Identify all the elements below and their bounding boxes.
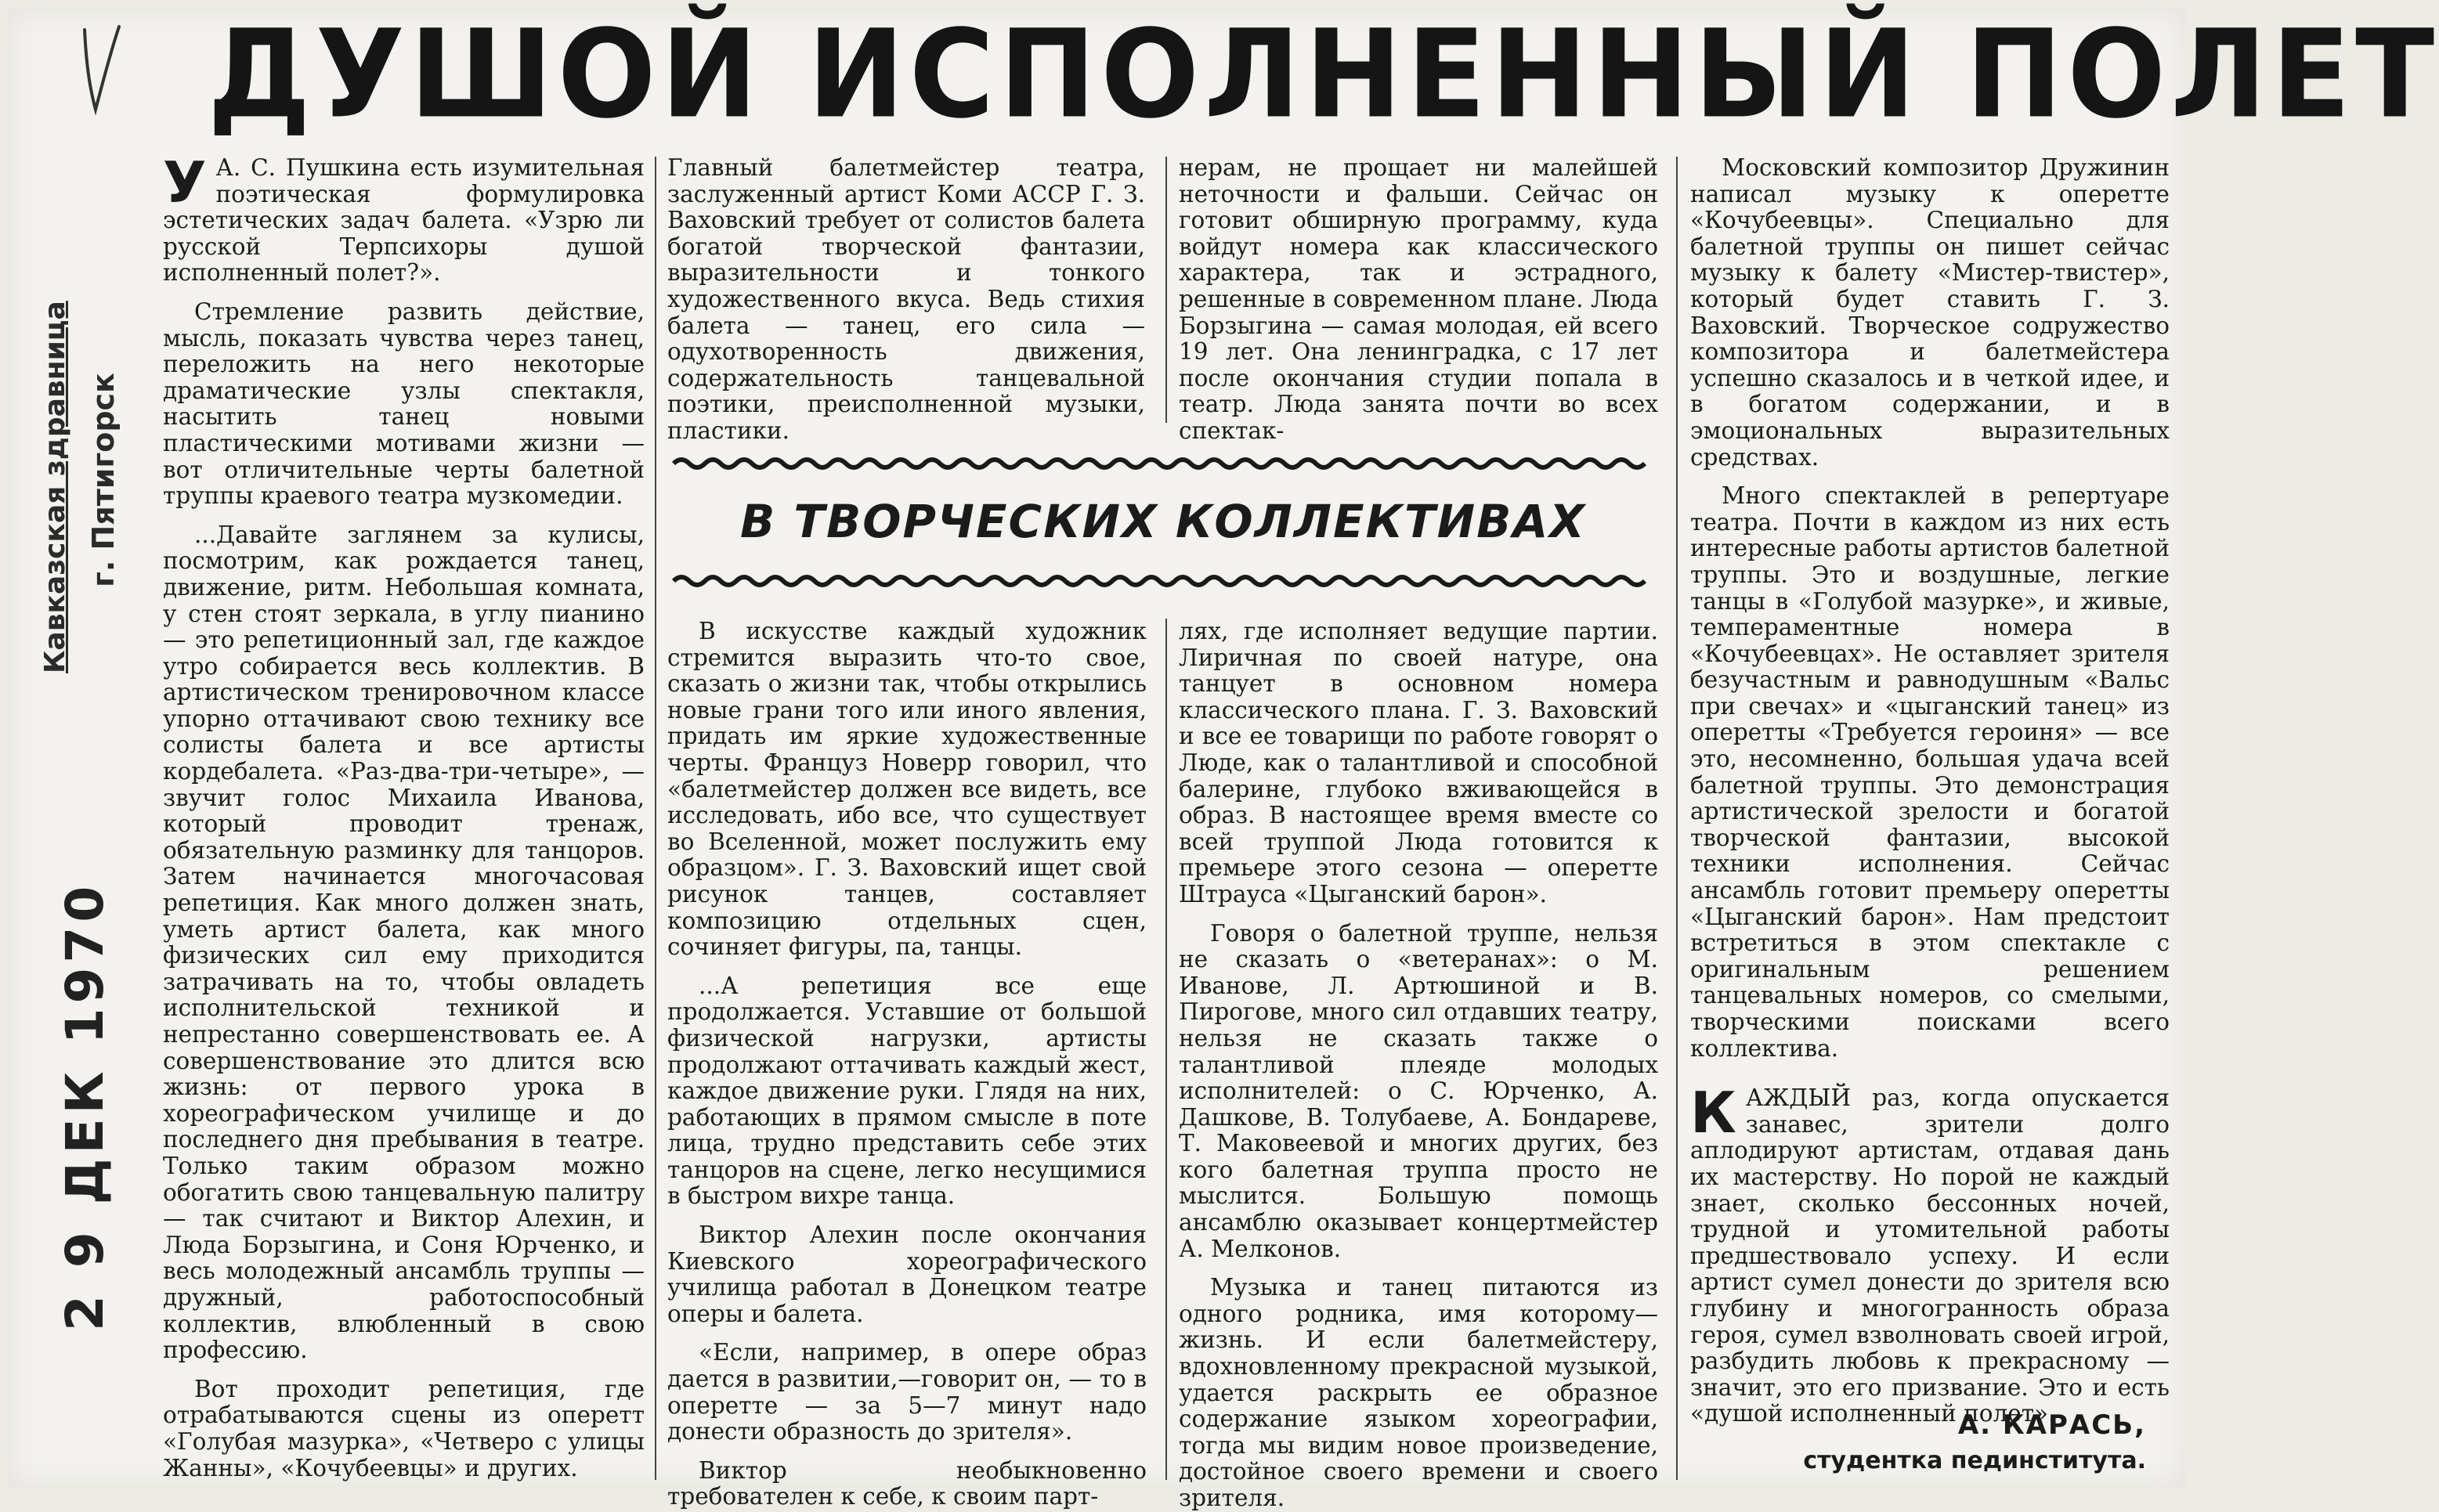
closing-paragraph: К АЖДЫЙ раз, когда опускается занавес, зрители долго аплодируют артистам, отдавая дань их мастерству. Но порой не каждый знает, сколько бессонных ночей, трудной и утомительной работы предшествовало успеху. И если артист сумел донести до зрителя всю глубину и многогранность образа героя, сумел взволновать своей игрой, разбудить любовь к прекрасному — значит, это его призвание. Это и есть «душой исполненный полет». — [1690, 1080, 2170, 1427]
column-divider — [1165, 157, 1167, 423]
column-2 — [667, 618, 1147, 1510]
newspaper-name-stamp: Кавказская здравница — [39, 301, 71, 673]
column-divider — [655, 157, 656, 1480]
rubric-title: В ТВОРЧЕСКИХ КОЛЛЕКТИВАХ — [740, 495, 1586, 548]
section-rubric — [674, 446, 1653, 611]
wavy-rule-bottom — [674, 572, 1653, 590]
drop-cap: К — [1690, 1080, 1736, 1146]
paragraph: Музыка и танец питаются из одного родника, имя которому—жизнь. И если балетмейстеру, вдохновленному прекрасной музыкой, удается раскрыть ее образное содержание языком хореографии, тогда мы видим новое произведение, достойное своего времени и своего зрителя. — [1179, 1274, 1658, 1511]
paragraph: ...Давайте заглянем за кулисы, посмотрим, как рождается танец, движение, ритм. Небольшая комната, у стен стоят зеркала, в углу пианино — это репетиционный зал, где каждое утро собирается весь коллектив. В артистическом тренировочном классе упорно оттачивают свою технику все солисты балета и все артисты кордебалета. «Раз-два-три-четыре», — звучит голос Михаила Иванова, который проводит тренаж, обязательную разминку для танцоров. Затем начинается многочасовая репетиция. Как много должен знать, уметь артист балета, как много физических сил ему приходится затрачивать на то, чтобы овладеть исполнительской техникой и непрестанно совершенствовать ее. А совершенствование это длится всю жизнь: от первого урока в хореографическом училище и до последнего дня пребывания в театре. Только таким образом можно обогатить свою танцевальную палитру — так считают и Виктор Алехин, и Люда Борзыгина, и Соня Юрченко, и весь молодежный ансамбль труппы — дружный, работоспособный коллектив, влюбленный в свою профессию. — [163, 521, 645, 1364]
column-3-top — [1179, 154, 1658, 444]
paragraph: Московский композитор Дружинин написал музыку к оперетте «Кочубеевцы». Специально для балетной труппы он пишет сейчас музыку к балету «Мистер-твистер», который будет ставить Г. З. Ваховский. Творческое содружество композитора и балетмейстера успешно сказалось и в четкой идее, и в богатом содержании, и в эмоциональных выразительных средствах. — [1690, 154, 2170, 471]
date-stamp: 2 9 ДЕК 1970 — [55, 881, 115, 1331]
column-1 — [163, 150, 645, 1486]
paragraph: Говоря о балетной труппе, нельзя не сказать о «ветеранах»: о М. Иванове, Л. Артюшиной и В. Пирогове, много сил отдавших театру, нельзя не сказать также о талантливой плеяде молодых исполнителей: о С. Юрченко, А. Дашкове, В. Толубаеве, А. Бондареве, Т. Маковеевой и многих других, без кого балетная труппа просто не мыслится. Большую помощь ансамблю оказывает концертмейстер А. Мелконов. — [1179, 919, 1658, 1262]
paragraph: Главный балетмейстер театра, заслуженный артист Коми АССР Г. З. Ваховский требует от солистов балета богатой творческой фантазии, выразительности и тонкого художественного вкуса. Ведь стихия балета — танец, его сила — одухотворенность движения, содержательность танцевальной поэтики, преисполненной музыки, пластики. — [667, 154, 1145, 444]
article-headline: ДУШОЙ ИСПОЛНЕННЫЙ ПОЛЕТ — [208, 3, 2439, 146]
paragraph: ...А репетиция все еще продолжается. Уставшие от большой физической нагрузки, артисты продолжают оттачивать каждый жест, каждое движение руки. Глядя на них, работающих в прямом смысле в поте лица, трудно представить себе этих танцоров на сцене, легко несущимися в быстром вихре танца. — [667, 972, 1147, 1210]
city-stamp: г. Пятигорск — [86, 373, 121, 587]
paragraph: нерам, не прощает ни малейшей неточности и фальши. Сейчас он готовит обширную программу, куда войдут номера как классического характера, так и эстрадного, решенные в современном плане. Люда Борзыгина — самая молодая, ей всего 19 лет. Она ленинградка, с 17 лет после окончания студии попала в театр. Люда занята почти во всех спектак- — [1179, 154, 1658, 444]
paragraph: лях, где исполняет ведущие партии. Лиричная по своей натуре, она танцует в основном номера классического плана. Г. З. Ваховский и все ее товарищи по работе говорят о Люде, как о талантливой и способной балерине, глубоко вживающейся в образ. В настоящее время вместе со всей труппой Люда готовится к премьере этого сезона — оперетте Штрауса «Цыганский барон». — [1179, 618, 1658, 908]
drop-cap: У — [163, 150, 207, 215]
lead-paragraph: У А. С. Пушкина есть изумительная поэтическая формулировка эстетических задач балета. «Узрю ли русской Терпсихоры душой исполненный полет?». — [163, 150, 645, 287]
paragraph: «Если, например, в опере образ дается в развитии,—говорит он, — то в оперетте — за 5—7 минут надо донести образность до зрителя». — [667, 1339, 1147, 1445]
paragraph: Виктор Алехин после окончания Киевского хореографического училища работал в Донецком театре оперы и балета. — [667, 1222, 1147, 1327]
author-role: студентка пединститута. — [1803, 1447, 2146, 1474]
paragraph: Много спектаклей в репертуаре театра. Почти в каждом из них есть интересные работы артистов балетной труппы. Это и воздушные, легкие танцы в «Голубой мазурке», и живые, темпераментные номера в «Кочубеевцах». Не оставляет зрителя безучастным и равнодушным «Вальс при свечах» и «цыганский танец» из оперетты «Требуется героиня» — все это, несомненно, большая удача всей балетной труппы. Это демонстрация артистической зрелости и богатой творческой фантазии, высокой техники исполнения. Сейчас ансамбль готовит премьеру оперетты «Цыганский барон». Нам предстоит встретиться в этом спектакле с оригинальным решением танцевальных номеров, со смелыми, творческими поисками всего коллектива. — [1690, 482, 2170, 1062]
column-3 — [1179, 618, 1658, 1511]
wavy-rule-top — [674, 454, 1653, 473]
paragraph: Стремление развить действие, мысль, показать чувства через танец, переложить на него некоторые драматические узлы спектакля, насытить танец новыми пластическими мотивами жизни — вот отличительные черты балетной труппы краевого театра музкомедии. — [163, 298, 645, 510]
author-signature: А. КАРАСЬ, — [1957, 1409, 2146, 1441]
column-divider — [1676, 157, 1678, 1480]
paragraph: Вот проходит репетиция, где отрабатываются сцены из оперетт «Голубая мазурка», «Четверо с улицы Жанны», «Кочубеевцы» и других. — [163, 1375, 645, 1481]
column-divider — [1165, 619, 1167, 1480]
pencil-check-mark — [78, 23, 125, 117]
paragraph: В искусстве каждый художник стремится выразить что-то свое, сказать о жизни так, чтобы открылись новые грани того или иного явления, придать им яркие художественные черты. Француз Новерр говорил, что «балетмейстер должен все видеть, все исследовать, ибо все, что существует во Вселенной, может послужить ему образцом». Г. З. Ваховский ищет свой рисунок танцев, составляет композицию отдельных сцен, сочиняет фигуры, па, танцы. — [667, 618, 1147, 961]
column-2-top — [667, 154, 1145, 444]
paragraph: Виктор необыкновенно требователен к себе, к своим парт- — [667, 1456, 1147, 1510]
